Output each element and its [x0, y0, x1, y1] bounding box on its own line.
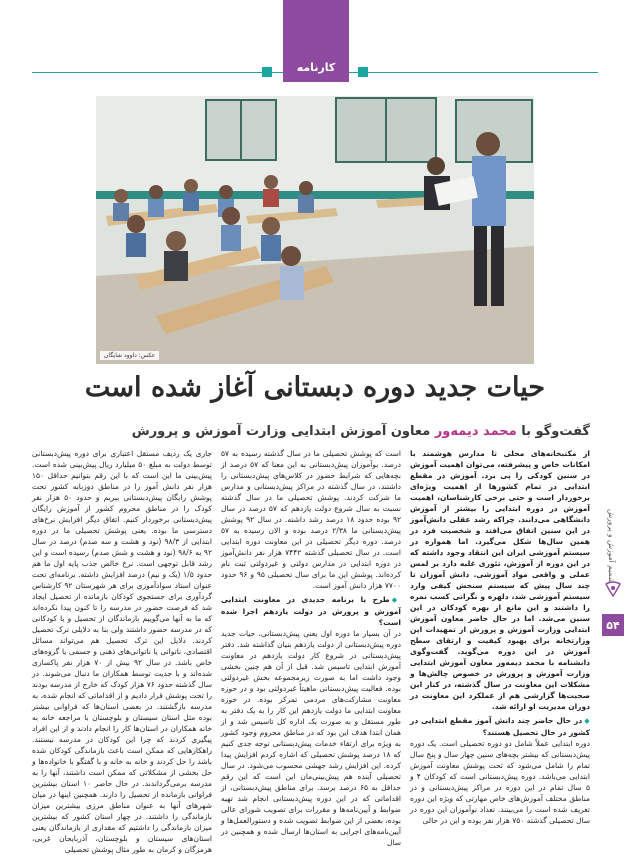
column-3-text: جاری یک ردیف مستقل اعتباری برای دوره پیش‌دبستانی توسط دولت به مبلغ ۵۰ میلیارد ریال پیش‌بینی شده است. پیش‌بینی ما این است که با این رقم بتوانیم حداقل ۱۵۰ هزار نفر دانش آموز را در مناطق دوزبانه کشور تحت پوشش رایگان پیش‌دبستانی ببریم و حدود ۵۰ هزار نفر کودک را در مناطق محروم کشور از آموزش رایگان پیش‌دبستانی برخوردار کنیم. اتفاق دیگر افزایش نرخ‌های دسترسی ما بوده. یعنی پوشش تحصیلی ما در دوره ابتدایی از ۹۸/۳ (نود و هشت و سه صدم) درصد در سال ۹۲ به ۹۸/۶ (نود و هشت و شش صدم) رسیده است و این رشد قابل توجهی است. نرخ خالص جذب پایه اول ما هم حدود ۱/۵ (یک و نیم) درصد افزایش داشته. برنامه‌ای تحت عنوان استاد سوادآموزی برای هر شهرستان ۹۲ کارشناس گردآوری برای جستجوی کودکان بازمانده از تحصیل ایجاد شد که فرصت حضور در مدرسه را تا کنون پیدا نکرده‌اند که ما به آنها می‌گوییم بازماندگان از تحصیل و یا کودکانی که در مدرسه حضور داشتند ولی بنا به دلایلی ترک تحصیل کردند. دلایل این ترک تحصیل هم می‌تواند مسائل اقتصادی، ناتوانی یا ناتوانی‌های ذهنی و جسمی یا گروه‌های خاص باشد. در سال ۹۲ بیش از ۷۰ هزار نفر پاکسازی شده‌اند و با جدیت توسط همکاران ما دنبال می‌شوند. در سال گذشته حدود ۷۶ هزار کودک که خارج از مدرسه بودند را تحت پوشش قرار دادیم و از اقداماتی که انجام شده، به مدرسه بازگشتند. در بعضی استان‌ها که فراوانی بیشتر بوده مثل استان سیستان و بلوچستان با مراجعه خانه به خانه همکاران در استان‌ها کار را انجام دادند و از این افراد پیگیری کردند که چرا این کودکان در مدرسه نیستند. راهکارهایی که ممکن است باعث بازماندگی کودکان شده باشد را حل کردند و خانه به خانه و با گفتگو با خانواده‌ها و حل بخشی از مشکلاتی که ممکن است داشتند، آنها را به مدرسه برمی‌گرداندند. در حال حاضر ۱۰ استان بیشترین فراوانی بازمانده از تحصیل را دارند. همچنین اینها در میان شهرهای آنها به عنوان مناطق مرزی بیشترین میزان بازماندگی را داشتند. در چهار استان کشور که بیشترین میزان بازماندگی را داشتیم که مقداری از بازماندگان یعنی استان‌های سیستان و بلوچستان، آذربایجان غربی، هرمزگان و کرمان به طور مثال پوشش تحصیلی [32, 449, 213, 854]
article-column-right [410, 448, 590, 825]
article-column-middle [221, 448, 401, 848]
article-column-left [32, 448, 212, 855]
interviewee-title: معاون آموزش ابتدایی وزارت آموزش و پرورش [131, 424, 431, 439]
photo-credit: عکس: داوود شایگان [100, 351, 159, 360]
section-label: کارنامه [296, 61, 336, 74]
answer-1: دوره ابتدایی عملاً شامل دو دوره تحصیلی است. یک دوره پیش‌دبستانی که بیشتر بچه‌های سنین چهار سال و پنج سال تمام را شامل می‌شود که تحت پوشش معاونت آموزش ابتدایی می‌باشد. دوره پیش‌دبستانی است که کودکان ۴ و ۵ سال تمام در این دوره در مراکز پیش‌دبستانی و در مناطق مختلف آموزش‌های خاص مهارتی که ویژه این دوره تعریف شده است را می‌بینند. تعداد نوآموزان این دوره در سال تحصیلی گذشته ۷۵۰ هزار نفر بوده و این در حالی [410, 739, 590, 825]
classroom-photo [96, 96, 534, 364]
page-number-badge [602, 614, 624, 636]
article-lead: از مکتبخانه‌های محلی تا مدارس هوشمند با امکانات خاص و پیشرفته، می‌توان اهمیت آموزش در سنین کودکی را پی برد. آموزش در مقطع ابتدایی در تمام کشورها از اهمیت ویژه‌ای برخوردار است و حتی برخی کارشناسان، اهمیت آموزش در دوره ابتدایی را بیشتر از آموزش دانشگاهی می‌دانند. چراکه رشد عقلی دانش‌آموز در این سنین اتفاق می‌افتد و شخصیت فرد در همین سال‌ها شکل می‌گیرد. اما همواره در سیستم آموزشی ایران این انتقاد وجود داشته که در این دوره از آموزش، تئوری غلبه دارد بر لمس عملی و واقعی مواد آموزشی. دانش آموزان تا چند سال پیش که سیستم سنجش کیفی وارد سیستم آموزشی شد، دلهره و نگرانی کسب نمره را داشتند و این مانع از بهره کودکان در این سنین می‌شد. اما در حال حاضر معاون آموزش ابتدایی وزارت آموزش و پرورش از تمهیدات این وزارتخانه برای بهبود کیفیت و ارتقای سطح آموزش در این دوره می‌گوید. گفت‌وگوی دانشنامه با محمد دیمه‌ور معاون آموزش ابتدایی وزارت آموزش و پرورش در خصوص چالش‌ها و مشکلات این معاونت در سال گذشته، در کنار این صحبت‌ها گزارشی هم از عملکرد این معاونت در دوران مدیریت او ارائه شد. [410, 449, 590, 711]
header-rule-marker-right [358, 67, 368, 77]
article-subhead [40, 424, 590, 439]
magazine-title-vertical: شمیم آموزش و پرورش [607, 508, 616, 583]
section-tab [283, 0, 349, 82]
answer-2: در آن بسیار ما دوره اول یعنی پیش‌دبستانی، حیات جدید دوره پیش‌دبستانی از دولت یازدهم بنیان گذاشته شد. دفتر پیش‌دبستانی در شروع کار دولت یازدهم در معاونت آموزش ابتدایی تاسیس شد. قبل از آن هم چنین بخشی وجود داشت اما به صورت زیرمجموعه بخش غیردولتی بوده. فعالیت پیش‌دبستانی ماهیتاً غیردولتی بود و در حوزه معاونت مشارکت‌های مردمی تمرکز بوده. در حوزه معاونت ابتدایی ما دولت یازدهم این کار را به یک دفتر به طور مستقل و به صورت یک اداره کل تاسیس شد و از همان ابتدا هدف این بود که در مناطق محروم وجود کشور به ویژه برای ارتقاء خدمات پیش‌دبستانی توجه جدی کنیم که ۱۸ درصد پوشش تحصیلی که اشاره کردم افزایش پیدا کرده. این افزایش رشد جهشی محسوب می‌شود. در سال تحصیلی آینده هم پیش‌بینی‌مان این است که این رقم حداقل به ۶۵ درصد برسد. برای مناطق پیش‌دبستانی، از اقداماتی که در این دوره پیش‌دبستانی انجام شد تهیه ضوابط و آیین‌نامه‌ها و مقررات برای تصویب شورای عالی بوده، بعضی از این ضوابط تصویب شده و دستورالعمل‌ها و آیین‌نامه‌های اجرایی به استان‌ها ارسال شده و همچنین در سال [221, 629, 401, 847]
article-headline: حیات جدید دوره دبستانی آغاز شده است [84, 372, 546, 403]
classroom-illustration [96, 96, 534, 364]
question-2-text: طرح یا برنامه جدیدی در معاونت ابتدایی آموزش و پرورش در دولت یازدهم اجرا شده است؟ [221, 595, 401, 627]
subhead-prefix: گفت‌وگو با [521, 424, 590, 439]
column-2-text: است که پوشش تحصیلی ما در سال گذشته رسیده به ۵۷ درصد. بوآموزان پیش‌دبستانی به این معنا که ۵۷ درصد از بچه‌هایی که شرایط حضور در کلاس‌های پیش‌دبستانی را داشتند، در سال گذشته در مراکز پیش‌دبستانی و مدارس ما شرکت کردند. پوشش تحصیلی ما در سال گذشته نسبت به سال شروع دولت یازدهم که ۵۷ درصد در سال ۹۲ بوده حدود ۱۸ درصد رشد داشته. در سال ۹۲ پوشش پیش‌دبستانی ما ۲/۳۸ درصد بوده و الان رسیده به ۵۷ درصد. دوره دیگر تحصیلی در این معاونت دوره ابتدایی است. در سال تحصیلی گذشته ۷۴۴۲ هزار نفر دانش‌آموز در دوره ابتدایی در مدارس دولتی و غیردولتی ثبت نام کرده‌اند. پوشش این ما برای سال تحصیلی ۹۵ و ۹۶ حدود ۷۷۰۰ هزار دانش آموز است. [221, 449, 402, 590]
interviewee-name: محمد دیمه‌ور [434, 424, 517, 439]
page-number: ۵۴ [606, 618, 620, 632]
question-1-text: در حال حاضر چند دانش آموز مقطع ابتدایی در کشور در حال تحصیل هستند؟ [410, 716, 590, 737]
question-1 [410, 715, 590, 738]
question-marker-icon: ◆ [391, 596, 401, 604]
question-2 [221, 594, 401, 628]
question-marker-icon: ◆ [584, 717, 590, 725]
magazine-logo-icon [602, 580, 624, 600]
header-rule-marker-left [262, 67, 272, 77]
